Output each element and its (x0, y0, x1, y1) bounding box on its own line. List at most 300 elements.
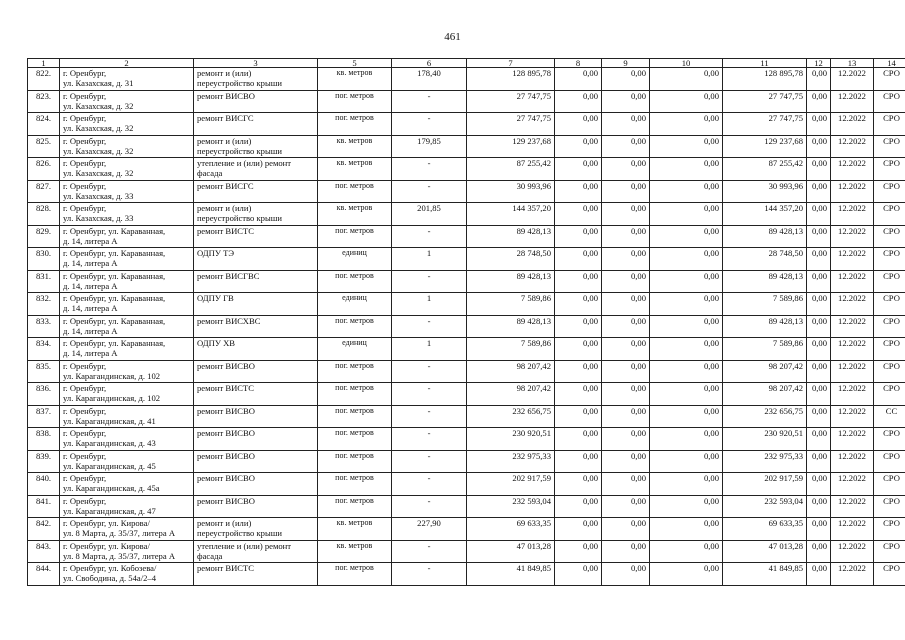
total-cost-cell: 89 428,13 (467, 315, 555, 338)
work-type-line: ремонт ВИСВО (197, 495, 255, 506)
address-cell (60, 113, 194, 136)
total-cost-cell: 98 207,42 (467, 360, 555, 383)
table-row (28, 68, 905, 91)
table-row (28, 495, 905, 518)
unit-cell: пог. метров (318, 360, 392, 383)
cost-cell: 0,00 (807, 68, 831, 91)
capital-repair-table (27, 58, 905, 586)
deadline-cell: 12.2022 (831, 450, 874, 473)
address-line: ул. 8 Марта, д. 35/37, литера А (63, 550, 176, 561)
address-line: г. Оренбург, ул. Караванная, (63, 293, 166, 303)
cost-cell: 0,00 (602, 158, 650, 181)
address-line: д. 14, литера А (63, 258, 118, 268)
quantity-cell: - (392, 450, 467, 473)
cost-cell: 0,00 (807, 248, 831, 271)
cost-cell: 0,00 (650, 270, 723, 293)
cost-cell: 0,00 (807, 180, 831, 203)
cost-cell: 0,00 (555, 180, 602, 203)
method-cell: СС (874, 405, 905, 428)
quantity-cell: - (392, 405, 467, 428)
cost-cell: 0,00 (555, 203, 602, 226)
cost-cell: 0,00 (650, 540, 723, 563)
cost-cell: 0,00 (650, 338, 723, 361)
work-type-line: переустройство крыши (197, 145, 282, 156)
cost-cell: 0,00 (602, 113, 650, 136)
method-cell: СРО (874, 338, 905, 361)
total-cost-cell: 41 849,85 (467, 563, 555, 586)
work-type-line: ремонт ВИСТС (197, 383, 255, 393)
work-type-cell (194, 360, 318, 383)
row-number-cell: 822. (28, 68, 60, 91)
unit-cell: пог. метров (318, 225, 392, 248)
row-number-cell: 838. (28, 428, 60, 451)
quantity-cell: - (392, 225, 467, 248)
address-line: ул. Карагандинская, д. 45а (63, 483, 160, 493)
deadline-cell: 12.2022 (831, 428, 874, 451)
work-type-line: ремонт ВИСГВС (197, 270, 260, 281)
unit-cell: пог. метров (318, 113, 392, 136)
deadline-cell: 12.2022 (831, 473, 874, 496)
row-number-cell: 842. (28, 518, 60, 541)
work-type-line: ОДПУ ТЭ (197, 248, 235, 258)
cost-cell: 0,00 (602, 428, 650, 451)
cost-cell: 0,00 (602, 270, 650, 293)
row-number-cell: 835. (28, 360, 60, 383)
cost-cell: 0,00 (807, 450, 831, 473)
cost-cell: 0,00 (555, 68, 602, 91)
cost-cell: 0,00 (807, 518, 831, 541)
unit-cell: пог. метров (318, 315, 392, 338)
cost-cell: 89 428,13 (723, 315, 807, 338)
unit-cell: кв. метров (318, 158, 392, 181)
work-type-line: ремонт ВИСВО (197, 450, 255, 461)
table-row (28, 225, 905, 248)
cost-cell: 0,00 (650, 315, 723, 338)
address-line: ул. Казахская, д. 32 (63, 168, 134, 178)
quantity-cell: - (392, 90, 467, 113)
total-cost-cell: 232 656,75 (467, 405, 555, 428)
table-row (28, 248, 905, 271)
address-cell (60, 428, 194, 451)
address-cell (60, 135, 194, 158)
cost-cell: 0,00 (650, 360, 723, 383)
deadline-cell: 12.2022 (831, 270, 874, 293)
work-type-line: ОДПУ ХВ (197, 338, 236, 348)
row-number-cell: 832. (28, 293, 60, 316)
cost-cell: 0,00 (555, 293, 602, 316)
method-cell: СРО (874, 90, 905, 113)
cost-cell: 0,00 (602, 540, 650, 563)
quantity-cell: - (392, 473, 467, 496)
cost-cell: 0,00 (555, 518, 602, 541)
cost-cell: 0,00 (807, 293, 831, 316)
address-cell (60, 383, 194, 406)
deadline-cell: 12.2022 (831, 90, 874, 113)
address-line: г. Оренбург, (63, 473, 107, 483)
cost-cell: 0,00 (650, 450, 723, 473)
cost-cell: 0,00 (555, 270, 602, 293)
cost-cell: 0,00 (807, 360, 831, 383)
method-cell: СРО (874, 270, 905, 293)
cost-cell: 0,00 (555, 158, 602, 181)
total-cost-cell: 230 920,51 (467, 428, 555, 451)
row-number-cell: 840. (28, 473, 60, 496)
quantity-cell: - (392, 360, 467, 383)
unit-cell: пог. метров (318, 428, 392, 451)
cost-cell: 0,00 (602, 563, 650, 586)
address-cell (60, 248, 194, 271)
cost-cell: 0,00 (650, 518, 723, 541)
cost-cell: 0,00 (555, 248, 602, 271)
cost-cell: 98 207,42 (723, 383, 807, 406)
method-cell: СРО (874, 450, 905, 473)
work-type-cell (194, 473, 318, 496)
column-number-cell: 11 (723, 59, 807, 68)
address-cell (60, 203, 194, 226)
address-line: д. 14, литера А (63, 348, 118, 358)
work-type-line: утепление и (или) ремонт (197, 540, 292, 551)
work-type-cell (194, 428, 318, 451)
address-cell (60, 338, 194, 361)
cost-cell: 0,00 (602, 495, 650, 518)
total-cost-cell: 129 237,68 (467, 135, 555, 158)
work-type-cell (194, 540, 318, 563)
cost-cell: 28 748,50 (723, 248, 807, 271)
cost-cell: 0,00 (602, 473, 650, 496)
unit-cell: пог. метров (318, 563, 392, 586)
table-body (28, 68, 905, 586)
quantity-cell: - (392, 113, 467, 136)
cost-cell: 7 589,86 (723, 338, 807, 361)
cost-cell: 7 589,86 (723, 293, 807, 316)
work-type-line: ремонт ВИСВО (197, 360, 255, 371)
address-line: г. Оренбург, ул. Караванная, (63, 225, 166, 236)
address-line: ул. 8 Марта, д. 35/37, литера А (63, 528, 176, 538)
quantity-cell: 179,85 (392, 135, 467, 158)
unit-cell: пог. метров (318, 450, 392, 473)
cost-cell: 232 593,04 (723, 495, 807, 518)
cost-cell: 0,00 (807, 113, 831, 136)
row-number-cell: 826. (28, 158, 60, 181)
address-line: г. Оренбург, ул. Караванная, (63, 315, 166, 326)
table-row (28, 428, 905, 451)
deadline-cell: 12.2022 (831, 135, 874, 158)
table-row (28, 90, 905, 113)
cost-cell: 47 013,28 (723, 540, 807, 563)
work-type-line: переустройство крыши (197, 213, 282, 223)
method-cell: СРО (874, 203, 905, 226)
table-row (28, 135, 905, 158)
unit-cell: единиц (318, 293, 392, 316)
cost-cell: 0,00 (555, 113, 602, 136)
address-line: ул. Казахская, д. 32 (63, 123, 134, 133)
cost-cell: 0,00 (602, 135, 650, 158)
deadline-cell: 12.2022 (831, 360, 874, 383)
method-cell: СРО (874, 113, 905, 136)
unit-cell: пог. метров (318, 90, 392, 113)
total-cost-cell: 30 993,96 (467, 180, 555, 203)
deadline-cell: 12.2022 (831, 68, 874, 91)
total-cost-cell: 87 255,42 (467, 158, 555, 181)
method-cell: СРО (874, 248, 905, 271)
work-type-line: ремонт ВИСВО (197, 473, 255, 483)
address-line: г. Оренбург, ул. Караванная, (63, 248, 166, 258)
cost-cell: 0,00 (602, 203, 650, 226)
table-row (28, 360, 905, 383)
page-number: 461 (444, 31, 461, 43)
method-cell: СРО (874, 360, 905, 383)
quantity-cell: - (392, 315, 467, 338)
cost-cell: 230 920,51 (723, 428, 807, 451)
work-type-cell (194, 135, 318, 158)
total-cost-cell: 47 013,28 (467, 540, 555, 563)
work-type-line: фасада (197, 550, 223, 561)
cost-cell: 0,00 (807, 225, 831, 248)
address-line: г. Оренбург, ул. Кирова/ (63, 518, 150, 528)
column-number-cell: 2 (60, 59, 194, 68)
method-cell: СРО (874, 315, 905, 338)
work-type-cell (194, 113, 318, 136)
column-number-cell: 13 (831, 59, 874, 68)
row-number-cell: 834. (28, 338, 60, 361)
work-type-line: ремонт ВИСГС (197, 113, 254, 123)
address-line: ул. Свободина, д. 54а/2–4 (63, 573, 156, 583)
address-line: д. 14, литера А (63, 325, 118, 336)
cost-cell: 0,00 (650, 225, 723, 248)
row-number-cell: 836. (28, 383, 60, 406)
method-cell: СРО (874, 383, 905, 406)
work-type-cell (194, 248, 318, 271)
deadline-cell: 12.2022 (831, 180, 874, 203)
cost-cell: 0,00 (602, 315, 650, 338)
address-line: ул. Карагандинская, д. 43 (63, 438, 156, 448)
work-type-line: ремонт ВИСВО (197, 405, 255, 416)
table-row (28, 405, 905, 428)
row-number-cell: 823. (28, 90, 60, 113)
address-line: г. Оренбург, (63, 405, 107, 416)
column-number-cell: 6 (392, 59, 467, 68)
cost-cell: 0,00 (807, 158, 831, 181)
total-cost-cell: 98 207,42 (467, 383, 555, 406)
address-line: г. Оренбург, ул. Караванная, (63, 270, 166, 281)
total-cost-cell: 7 589,86 (467, 293, 555, 316)
cost-cell: 0,00 (807, 135, 831, 158)
address-cell (60, 450, 194, 473)
address-cell (60, 315, 194, 338)
cost-cell: 0,00 (650, 68, 723, 91)
address-line: ул. Казахская, д. 33 (63, 190, 134, 201)
quantity-cell: 201,85 (392, 203, 467, 226)
total-cost-cell: 128 895,78 (467, 68, 555, 91)
address-line: г. Оренбург, (63, 450, 107, 461)
work-type-line: ремонт и (или) (197, 135, 252, 146)
cost-cell: 128 895,78 (723, 68, 807, 91)
work-type-line: ремонт и (или) (197, 518, 252, 528)
row-number-cell: 844. (28, 563, 60, 586)
unit-cell: пог. метров (318, 383, 392, 406)
method-cell: СРО (874, 428, 905, 451)
deadline-cell: 12.2022 (831, 158, 874, 181)
cost-cell: 0,00 (650, 563, 723, 586)
cost-cell: 0,00 (555, 338, 602, 361)
cost-cell: 0,00 (602, 68, 650, 91)
cost-cell: 0,00 (602, 405, 650, 428)
cost-cell: 202 917,59 (723, 473, 807, 496)
address-line: г. Оренбург, (63, 360, 107, 371)
column-number-cell: 10 (650, 59, 723, 68)
column-number-cell: 5 (318, 59, 392, 68)
work-type-cell (194, 293, 318, 316)
total-cost-cell: 7 589,86 (467, 338, 555, 361)
row-number-cell: 839. (28, 450, 60, 473)
work-type-line: фасада (197, 168, 223, 178)
work-type-cell (194, 158, 318, 181)
row-number-cell: 824. (28, 113, 60, 136)
total-cost-cell: 89 428,13 (467, 225, 555, 248)
address-line: г. Оренбург, (63, 90, 107, 101)
column-number-cell: 3 (194, 59, 318, 68)
cost-cell: 41 849,85 (723, 563, 807, 586)
cost-cell: 0,00 (807, 473, 831, 496)
total-cost-cell: 144 357,20 (467, 203, 555, 226)
cost-cell: 144 357,20 (723, 203, 807, 226)
method-cell: СРО (874, 518, 905, 541)
work-type-cell (194, 563, 318, 586)
row-number-cell: 841. (28, 495, 60, 518)
total-cost-cell: 28 748,50 (467, 248, 555, 271)
cost-cell: 98 207,42 (723, 360, 807, 383)
cost-cell: 0,00 (602, 450, 650, 473)
total-cost-cell: 69 633,35 (467, 518, 555, 541)
address-cell (60, 293, 194, 316)
cost-cell: 0,00 (807, 495, 831, 518)
address-line: г. Оренбург, ул. Кобозева/ (63, 563, 157, 573)
column-number-cell: 1 (28, 59, 60, 68)
unit-cell: пог. метров (318, 180, 392, 203)
cost-cell: 0,00 (555, 360, 602, 383)
cost-cell: 0,00 (602, 518, 650, 541)
cost-cell: 129 237,68 (723, 135, 807, 158)
deadline-cell: 12.2022 (831, 225, 874, 248)
cost-cell: 0,00 (555, 450, 602, 473)
address-cell (60, 563, 194, 586)
work-type-line: ремонт ВИСХВС (197, 315, 261, 326)
work-type-line: ремонт ВИСГС (197, 180, 254, 191)
deadline-cell: 12.2022 (831, 203, 874, 226)
cost-cell: 0,00 (650, 180, 723, 203)
table-row (28, 383, 905, 406)
address-line: ул. Казахская, д. 31 (63, 78, 134, 88)
cost-cell: 0,00 (807, 540, 831, 563)
unit-cell: пог. метров (318, 495, 392, 518)
method-cell: СРО (874, 180, 905, 203)
cost-cell: 0,00 (650, 428, 723, 451)
address-cell (60, 270, 194, 293)
table-row (28, 518, 905, 541)
address-line: ул. Казахская, д. 33 (63, 213, 134, 223)
unit-cell: кв. метров (318, 540, 392, 563)
cost-cell: 0,00 (602, 90, 650, 113)
deadline-cell: 12.2022 (831, 113, 874, 136)
work-type-cell (194, 225, 318, 248)
row-number-cell: 827. (28, 180, 60, 203)
cost-cell: 0,00 (602, 360, 650, 383)
table-row (28, 315, 905, 338)
cost-cell: 0,00 (650, 248, 723, 271)
address-line: г. Оренбург, (63, 68, 107, 78)
method-cell: СРО (874, 68, 905, 91)
total-cost-cell: 202 917,59 (467, 473, 555, 496)
address-line: д. 14, литера А (63, 235, 118, 246)
row-number-cell: 828. (28, 203, 60, 226)
cost-cell: 0,00 (807, 563, 831, 586)
total-cost-cell: 27 747,75 (467, 113, 555, 136)
cost-cell: 0,00 (555, 405, 602, 428)
method-cell: СРО (874, 540, 905, 563)
cost-cell: 0,00 (650, 203, 723, 226)
deadline-cell: 12.2022 (831, 540, 874, 563)
quantity-cell: 1 (392, 293, 467, 316)
table-row (28, 473, 905, 496)
address-cell (60, 225, 194, 248)
deadline-cell: 12.2022 (831, 518, 874, 541)
cost-cell: 0,00 (807, 270, 831, 293)
cost-cell: 0,00 (807, 338, 831, 361)
deadline-cell: 12.2022 (831, 495, 874, 518)
cost-cell: 0,00 (807, 203, 831, 226)
work-type-line: ремонт и (или) (197, 68, 252, 78)
cost-cell: 27 747,75 (723, 90, 807, 113)
work-type-cell (194, 203, 318, 226)
address-cell (60, 495, 194, 518)
unit-cell: единиц (318, 248, 392, 271)
address-line: г. Оренбург, (63, 113, 107, 123)
quantity-cell: 1 (392, 248, 467, 271)
work-type-line: ОДПУ ГВ (197, 293, 234, 303)
cost-cell: 0,00 (555, 135, 602, 158)
quantity-cell: - (392, 563, 467, 586)
cost-cell: 0,00 (650, 405, 723, 428)
total-cost-cell: 27 747,75 (467, 90, 555, 113)
address-line: г. Оренбург, (63, 135, 107, 146)
method-cell: СРО (874, 473, 905, 496)
address-line: г. Оренбург, (63, 383, 107, 393)
table-row (28, 540, 905, 563)
work-type-line: ремонт ВИСВО (197, 428, 255, 438)
cost-cell: 0,00 (650, 383, 723, 406)
column-number-row (28, 59, 905, 68)
table-row (28, 563, 905, 586)
address-line: ул. Карагандинская, д. 47 (63, 505, 156, 516)
work-type-cell (194, 68, 318, 91)
cost-cell: 0,00 (555, 473, 602, 496)
cost-cell: 30 993,96 (723, 180, 807, 203)
deadline-cell: 12.2022 (831, 293, 874, 316)
cost-cell: 0,00 (555, 495, 602, 518)
total-cost-cell: 89 428,13 (467, 270, 555, 293)
cost-cell: 0,00 (602, 293, 650, 316)
address-cell (60, 68, 194, 91)
cost-cell: 0,00 (602, 225, 650, 248)
cost-cell: 69 633,35 (723, 518, 807, 541)
work-type-line: переустройство крыши (197, 78, 282, 88)
cost-cell: 0,00 (602, 338, 650, 361)
total-cost-cell: 232 593,04 (467, 495, 555, 518)
method-cell: СРО (874, 293, 905, 316)
quantity-cell: - (392, 180, 467, 203)
quantity-cell: 1 (392, 338, 467, 361)
deadline-cell: 12.2022 (831, 405, 874, 428)
